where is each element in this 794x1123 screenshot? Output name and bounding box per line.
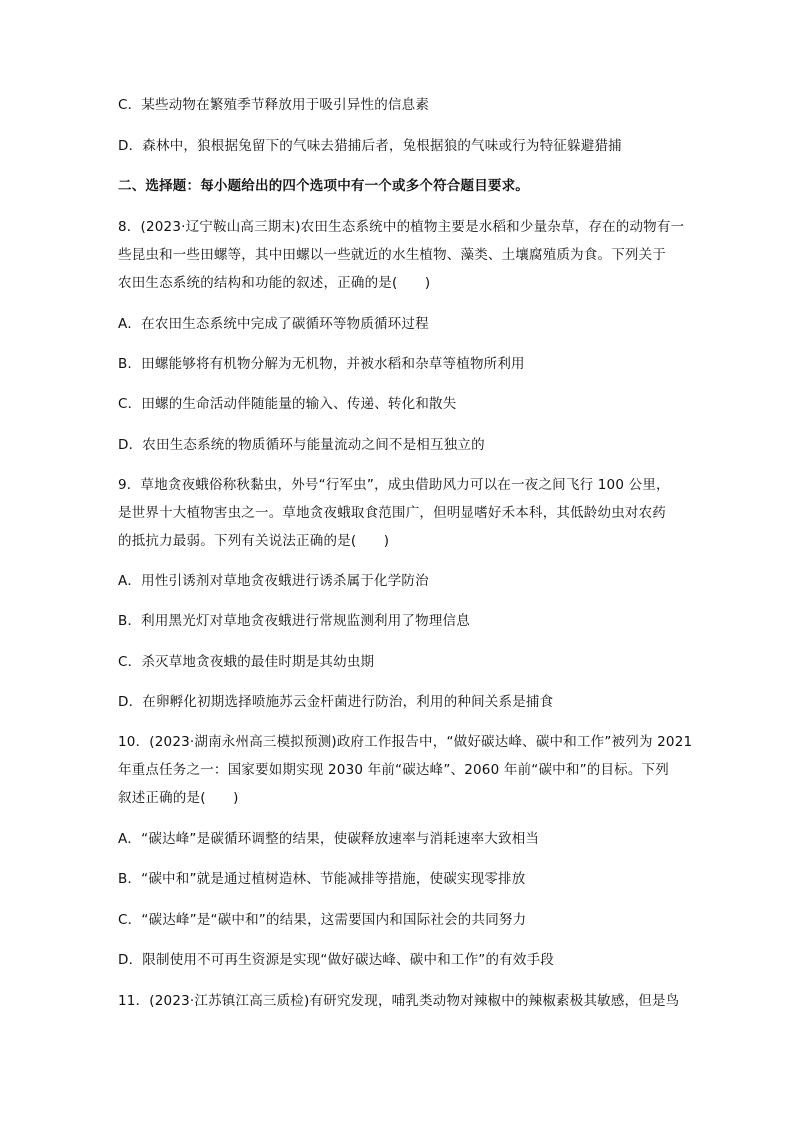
q10-stem-line: 年重点任务之一：国家要如期实现 2030 年前“碳达峰”、2060 年前“碳中和”的目标。下列 [118,762,669,778]
q8-stem-line: 8．(2023·辽宁鞍山高三期末)农田生态系统中的植物主要是水稻和少量杂草，存在的动物有一 [118,219,685,235]
q9-stem-line: 是世界十大植物害虫之一。草地贪夜蛾取食范围广，但明显嗜好禾本科，其低龄幼虫对农药 [118,505,666,521]
q8-stem-line: 农田生态系统的结构和功能的叙述，正确的是( ) [118,275,431,291]
q9-option-c: C．杀灭草地贪夜蛾的最佳时期是其幼虫期 [118,654,375,670]
q10-option-d: D．限制使用不可再生资源是实现“做好碳达峰、碳中和工作”的有效手段 [118,952,554,968]
q8-option-d: D．农田生态系统的物质循环与能量流动之间不是相互独立的 [118,437,485,453]
q7-option-c: C．某些动物在繁殖季节释放用于吸引异性的信息素 [118,97,430,113]
q10-option-c: C．“碳达峰”是“碳中和”的结果，这需要国内和国际社会的共同努力 [118,912,527,928]
q9-stem-line: 9．草地贪夜蛾俗称秋黏虫，外号“行军虫”，成虫借助风力可以在一夜之间飞行 100 公里， [118,477,670,493]
q9-option-d: D．在卵孵化初期选择喷施苏云金杆菌进行防治，利用的种间关系是捕食 [118,694,554,710]
q10-stem-line: 叙述正确的是( ) [118,790,239,806]
section-heading: 二、选择题：每小题给出的四个选项中有一个或多个符合题目要求。 [118,178,529,194]
q11-stem-line: 11．(2023·江苏镇江高三质检)有研究发现，哺乳类动物对辣椒中的辣椒素极其敏感，但是鸟 [118,993,680,1009]
q8-option-c: C．田螺的生命活动伴随能量的输入、传递、转化和散失 [118,396,457,412]
q9-option-a: A．用性引诱剂对草地贪夜蛾进行诱杀属于化学防治 [118,573,429,589]
q8-option-b: B．田螺能够将有机物分解为无机物，并被水稻和杂草等植物所利用 [118,356,525,372]
q9-stem-line: 的抵抗力最弱。下列有关说法正确的是( ) [118,533,390,549]
q10-option-b: B．“碳中和”就是通过植树造林、节能减排等措施，使碳实现零排放 [118,871,526,887]
q7-option-d: D．森林中，狼根据兔留下的气味去猎捕后者，兔根据狼的气味或行为特征躲避猎捕 [118,138,622,154]
q8-option-a: A．在农田生态系统中完成了碳循环等物质循环过程 [118,316,429,332]
q9-option-b: B．利用黑光灯对草地贪夜蛾进行常规监测利用了物理信息 [118,613,470,629]
q8-stem-line: 些昆虫和一些田螺等，其中田螺以一些就近的水生植物、藻类、土壤腐殖质为食。下列关于 [118,247,666,263]
q10-stem-line: 10．(2023·湖南永州高三模拟预测)政府工作报告中，“做好碳达峰、碳中和工作”被列为 2021 [118,734,693,750]
q10-option-a: A．“碳达峰”是碳循环调整的结果，使碳释放速率与消耗速率大致相当 [118,831,540,847]
